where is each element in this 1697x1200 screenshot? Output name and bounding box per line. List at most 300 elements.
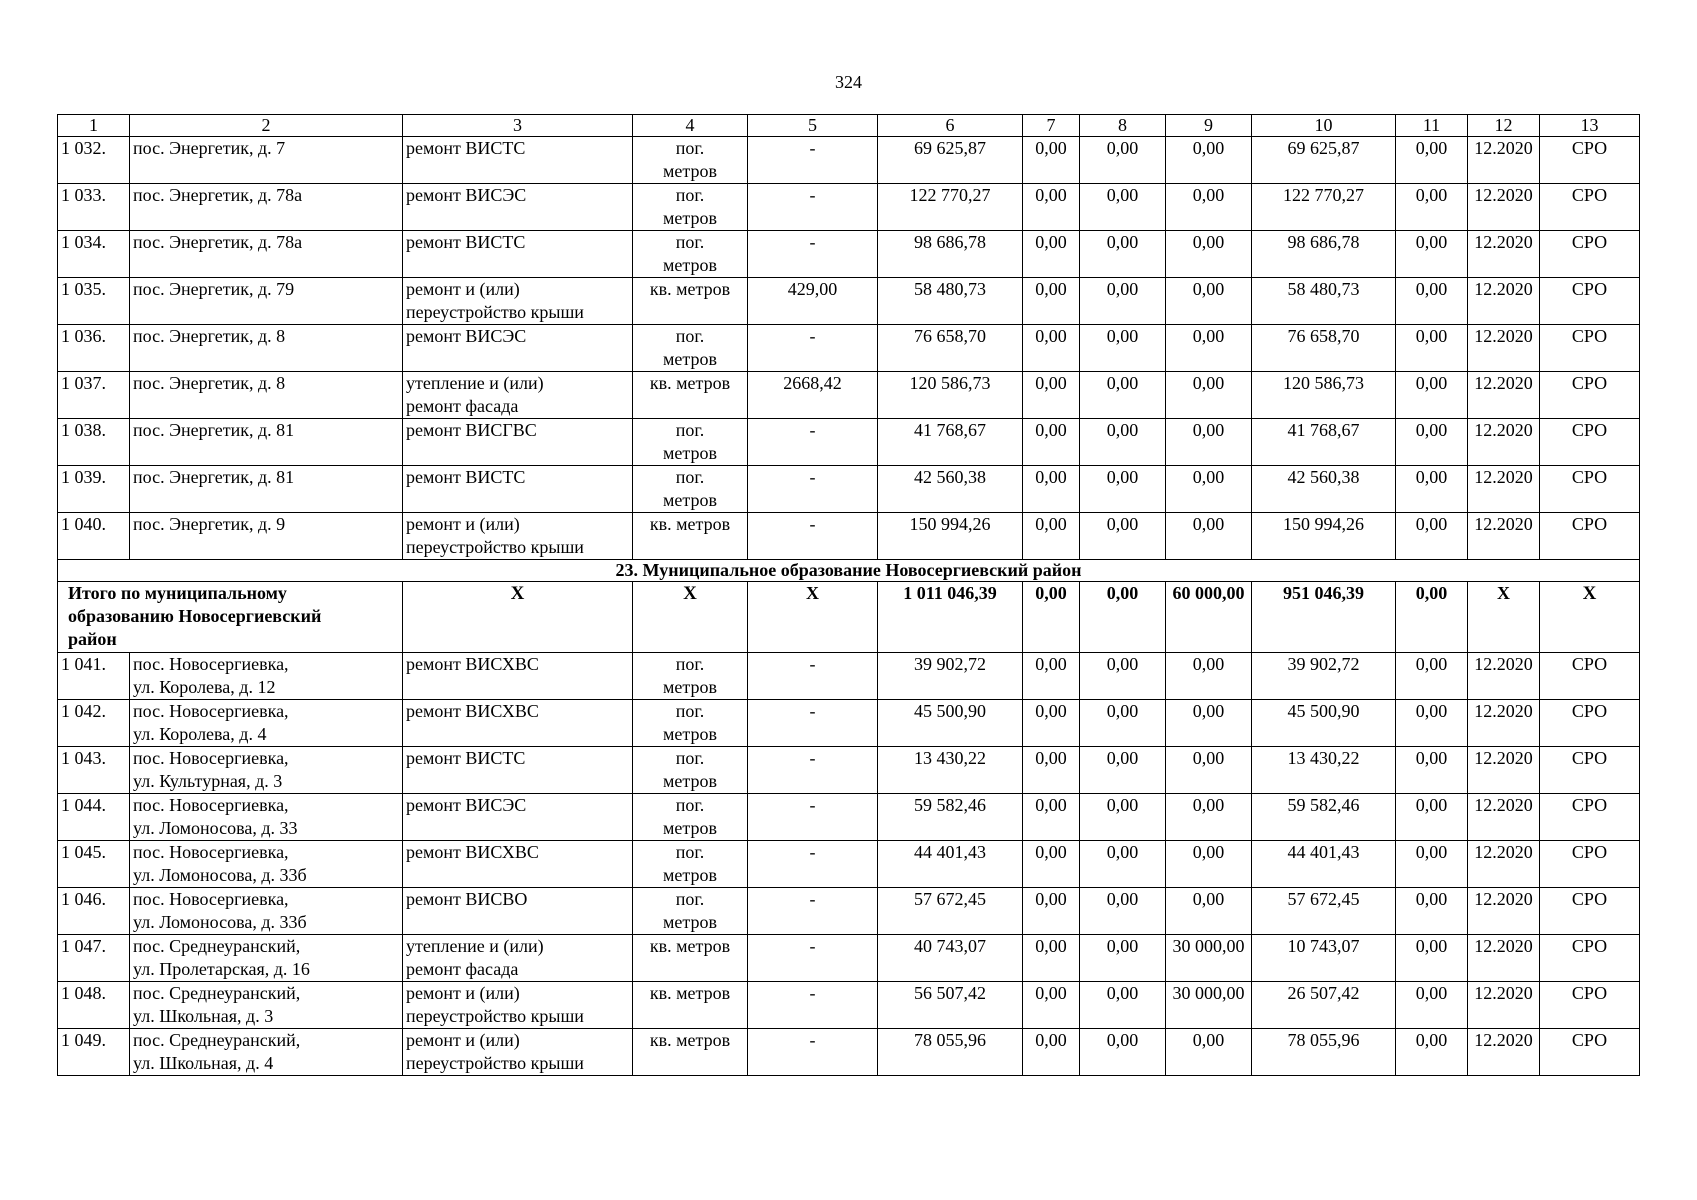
value-cell-c6: 56 507,42 bbox=[878, 982, 1023, 1029]
cell-line: ул. Культурная, д. 3 bbox=[133, 771, 283, 791]
cell-line: метров bbox=[663, 818, 717, 838]
unit-cell bbox=[633, 841, 748, 888]
value-cell-c12: 12.2020 bbox=[1468, 184, 1540, 231]
address-cell bbox=[130, 747, 403, 794]
executor-cell: СРО bbox=[1540, 794, 1640, 841]
value-cell-c6: 98 686,78 bbox=[878, 231, 1023, 278]
total-value-c10: 951 046,39 bbox=[1252, 582, 1396, 653]
row-number-cell: 1 032. bbox=[58, 137, 130, 184]
value-cell-c10: 150 994,26 bbox=[1252, 513, 1396, 560]
work-type-cell bbox=[403, 841, 633, 888]
work-type-cell bbox=[403, 653, 633, 700]
column-number-cell: 12 bbox=[1468, 115, 1540, 137]
cell-line: ул. Школьная, д. 4 bbox=[133, 1053, 274, 1073]
cell-line: кв. метров bbox=[649, 983, 731, 1003]
work-type-cell bbox=[403, 137, 633, 184]
value-cell-c8: 0,00 bbox=[1080, 231, 1166, 278]
value-cell-c6: 13 430,22 bbox=[878, 747, 1023, 794]
value-cell-c7: 0,00 bbox=[1023, 794, 1080, 841]
cell-line: ремонт ВИСХВС bbox=[406, 701, 539, 721]
row-number-cell: 1 049. bbox=[58, 1029, 130, 1076]
cell-line: пос. Новосергиевка, bbox=[133, 701, 289, 721]
cell-line: кв. метров bbox=[649, 373, 731, 393]
value-cell-c11: 0,00 bbox=[1396, 513, 1468, 560]
cell-line: пог. bbox=[675, 185, 705, 205]
value-cell-c10: 122 770,27 bbox=[1252, 184, 1396, 231]
unit-cell bbox=[633, 325, 748, 372]
executor-cell: СРО bbox=[1540, 325, 1640, 372]
column-number-row bbox=[58, 115, 1640, 137]
section-row bbox=[58, 560, 1640, 582]
value-cell-c9: 0,00 bbox=[1166, 419, 1252, 466]
page-number: 324 bbox=[835, 72, 862, 92]
value-cell-c12: 12.2020 bbox=[1468, 794, 1540, 841]
value-cell-c6: 122 770,27 bbox=[878, 184, 1023, 231]
executor-cell: СРО bbox=[1540, 1029, 1640, 1076]
cell-line: ремонт ВИСХВС bbox=[406, 842, 539, 862]
table-row bbox=[58, 184, 1640, 231]
value-cell-c5: - bbox=[748, 794, 878, 841]
table-row bbox=[58, 700, 1640, 747]
column-number-cell: 2 bbox=[130, 115, 403, 137]
unit-cell bbox=[633, 794, 748, 841]
column-number-cell: 9 bbox=[1166, 115, 1252, 137]
cell-line: пос. Энергетик, д. 79 bbox=[133, 279, 295, 299]
value-cell-c11: 0,00 bbox=[1396, 137, 1468, 184]
value-cell-c7: 0,00 bbox=[1023, 700, 1080, 747]
value-cell-c12: 12.2020 bbox=[1468, 747, 1540, 794]
value-cell-c7: 0,00 bbox=[1023, 841, 1080, 888]
table-row bbox=[58, 325, 1640, 372]
value-cell-c6: 76 658,70 bbox=[878, 325, 1023, 372]
cell-line: утепление и (или) bbox=[406, 936, 544, 956]
value-cell-c6: 39 902,72 bbox=[878, 653, 1023, 700]
column-number-cell: 7 bbox=[1023, 115, 1080, 137]
value-cell-c11: 0,00 bbox=[1396, 1029, 1468, 1076]
cell-line: пос. Энергетик, д. 7 bbox=[133, 138, 286, 158]
cell-line: ул. Школьная, д. 3 bbox=[133, 1006, 274, 1026]
value-cell-c5: - bbox=[748, 513, 878, 560]
total-value-c6: 1 011 046,39 bbox=[878, 582, 1023, 653]
value-cell-c12: 12.2020 bbox=[1468, 325, 1540, 372]
address-cell bbox=[130, 137, 403, 184]
total-value-c11: 0,00 bbox=[1396, 582, 1468, 653]
value-cell-c6: 45 500,90 bbox=[878, 700, 1023, 747]
value-cell-c7: 0,00 bbox=[1023, 184, 1080, 231]
row-number-cell: 1 046. bbox=[58, 888, 130, 935]
value-cell-c12: 12.2020 bbox=[1468, 982, 1540, 1029]
value-cell-c11: 0,00 bbox=[1396, 794, 1468, 841]
cell-line: пос. Новосергиевка, bbox=[133, 795, 289, 815]
cell-line: ремонт фасада bbox=[406, 959, 519, 979]
unit-cell bbox=[633, 137, 748, 184]
cell-line: ремонт ВИСТС bbox=[406, 138, 526, 158]
cell-line: ремонт ВИСТС bbox=[406, 232, 526, 252]
table-row bbox=[58, 747, 1640, 794]
cell-line: пос. Энергетик, д. 78а bbox=[133, 185, 303, 205]
value-cell-c7: 0,00 bbox=[1023, 466, 1080, 513]
cell-line: ремонт ВИСТС bbox=[406, 467, 526, 487]
value-cell-c6: 78 055,96 bbox=[878, 1029, 1023, 1076]
row-number-cell: 1 043. bbox=[58, 747, 130, 794]
address-cell bbox=[130, 372, 403, 419]
value-cell-c8: 0,00 bbox=[1080, 794, 1166, 841]
cell-line: пос. Среднеуранский, bbox=[133, 983, 301, 1003]
work-type-cell bbox=[403, 372, 633, 419]
value-cell-c7: 0,00 bbox=[1023, 325, 1080, 372]
value-cell-c11: 0,00 bbox=[1396, 888, 1468, 935]
address-cell bbox=[130, 231, 403, 278]
column-number-cell: 11 bbox=[1396, 115, 1468, 137]
value-cell-c9: 0,00 bbox=[1166, 466, 1252, 513]
address-cell bbox=[130, 1029, 403, 1076]
cell-line: метров bbox=[663, 490, 717, 510]
row-number-cell: 1 034. bbox=[58, 231, 130, 278]
work-type-cell bbox=[403, 466, 633, 513]
value-cell-c10: 13 430,22 bbox=[1252, 747, 1396, 794]
value-cell-c5: - bbox=[748, 137, 878, 184]
cell-line: метров bbox=[663, 771, 717, 791]
cell-line: пос. Новосергиевка, bbox=[133, 654, 289, 674]
executor-cell: СРО bbox=[1540, 982, 1640, 1029]
cell-line: метров bbox=[663, 677, 717, 697]
value-cell-c9: 0,00 bbox=[1166, 231, 1252, 278]
value-cell-c10: 39 902,72 bbox=[1252, 653, 1396, 700]
row-number-cell: 1 042. bbox=[58, 700, 130, 747]
value-cell-c8: 0,00 bbox=[1080, 466, 1166, 513]
cell-line: ремонт ВИСХВС bbox=[406, 654, 539, 674]
executor-cell: СРО bbox=[1540, 419, 1640, 466]
work-type-cell bbox=[403, 982, 633, 1029]
cell-line: Итого по муниципальному bbox=[68, 583, 287, 603]
works-table bbox=[57, 114, 1640, 1076]
total-value-c12: Х bbox=[1468, 582, 1540, 653]
cell-line: ул. Ломоносова, д. 33б bbox=[133, 912, 307, 932]
value-cell-c12: 12.2020 bbox=[1468, 137, 1540, 184]
executor-cell: СРО bbox=[1540, 935, 1640, 982]
executor-cell: СРО bbox=[1540, 653, 1640, 700]
cell-line: пос. Среднеуранский, bbox=[133, 936, 301, 956]
row-number-cell: 1 035. bbox=[58, 278, 130, 325]
value-cell-c7: 0,00 bbox=[1023, 888, 1080, 935]
unit-cell bbox=[633, 372, 748, 419]
unit-cell bbox=[633, 1029, 748, 1076]
cell-line: пос. Энергетик, д. 9 bbox=[133, 514, 286, 534]
value-cell-c5: - bbox=[748, 888, 878, 935]
table-row bbox=[58, 794, 1640, 841]
cell-line: пос. Энергетик, д. 81 bbox=[133, 420, 295, 440]
unit-cell bbox=[633, 184, 748, 231]
cell-line: пос. Новосергиевка, bbox=[133, 889, 289, 909]
work-type-cell bbox=[403, 325, 633, 372]
value-cell-c10: 10 743,07 bbox=[1252, 935, 1396, 982]
value-cell-c10: 41 768,67 bbox=[1252, 419, 1396, 466]
table-row bbox=[58, 231, 1640, 278]
value-cell-c6: 40 743,07 bbox=[878, 935, 1023, 982]
cell-line: район bbox=[68, 629, 117, 649]
column-number-cell: 3 bbox=[403, 115, 633, 137]
table-row bbox=[58, 653, 1640, 700]
value-cell-c7: 0,00 bbox=[1023, 935, 1080, 982]
address-cell bbox=[130, 841, 403, 888]
address-cell bbox=[130, 935, 403, 982]
executor-cell: СРО bbox=[1540, 184, 1640, 231]
total-value-c3: Х bbox=[403, 582, 633, 653]
value-cell-c5: 2668,42 bbox=[748, 372, 878, 419]
value-cell-c7: 0,00 bbox=[1023, 653, 1080, 700]
address-cell bbox=[130, 513, 403, 560]
value-cell-c6: 69 625,87 bbox=[878, 137, 1023, 184]
executor-cell: СРО bbox=[1540, 513, 1640, 560]
executor-cell: СРО bbox=[1540, 372, 1640, 419]
address-cell bbox=[130, 419, 403, 466]
value-cell-c11: 0,00 bbox=[1396, 231, 1468, 278]
value-cell-c11: 0,00 bbox=[1396, 747, 1468, 794]
value-cell-c5: - bbox=[748, 653, 878, 700]
value-cell-c8: 0,00 bbox=[1080, 1029, 1166, 1076]
cell-line: ул. Пролетарская, д. 16 bbox=[133, 959, 310, 979]
work-type-cell bbox=[403, 747, 633, 794]
value-cell-c10: 98 686,78 bbox=[1252, 231, 1396, 278]
value-cell-c5: - bbox=[748, 325, 878, 372]
address-cell bbox=[130, 700, 403, 747]
value-cell-c7: 0,00 bbox=[1023, 372, 1080, 419]
unit-cell bbox=[633, 513, 748, 560]
cell-line: пог. bbox=[675, 654, 705, 674]
value-cell-c9: 0,00 bbox=[1166, 841, 1252, 888]
total-value-c13: Х bbox=[1540, 582, 1640, 653]
executor-cell: СРО bbox=[1540, 231, 1640, 278]
row-number-cell: 1 036. bbox=[58, 325, 130, 372]
column-number-cell: 6 bbox=[878, 115, 1023, 137]
address-cell bbox=[130, 888, 403, 935]
value-cell-c5: - bbox=[748, 184, 878, 231]
executor-cell: СРО bbox=[1540, 888, 1640, 935]
cell-line: пог. bbox=[675, 467, 705, 487]
address-cell bbox=[130, 982, 403, 1029]
value-cell-c6: 42 560,38 bbox=[878, 466, 1023, 513]
total-value-c5: Х bbox=[748, 582, 878, 653]
executor-cell: СРО bbox=[1540, 841, 1640, 888]
value-cell-c10: 59 582,46 bbox=[1252, 794, 1396, 841]
cell-line: пог. bbox=[675, 138, 705, 158]
cell-line: пог. bbox=[675, 889, 705, 909]
cell-line: пос. Энергетик, д. 81 bbox=[133, 467, 295, 487]
value-cell-c9: 0,00 bbox=[1166, 700, 1252, 747]
value-cell-c11: 0,00 bbox=[1396, 653, 1468, 700]
executor-cell: СРО bbox=[1540, 278, 1640, 325]
cell-line: пос. Энергетик, д. 78а bbox=[133, 232, 303, 252]
value-cell-c6: 44 401,43 bbox=[878, 841, 1023, 888]
unit-cell bbox=[633, 231, 748, 278]
address-cell bbox=[130, 653, 403, 700]
value-cell-c8: 0,00 bbox=[1080, 513, 1166, 560]
cell-line: пог. bbox=[675, 420, 705, 440]
value-cell-c11: 0,00 bbox=[1396, 841, 1468, 888]
value-cell-c7: 0,00 bbox=[1023, 231, 1080, 278]
total-label bbox=[58, 582, 403, 653]
value-cell-c5: - bbox=[748, 747, 878, 794]
cell-line: ремонт ВИСГВС bbox=[406, 420, 537, 440]
address-cell bbox=[130, 466, 403, 513]
table-row bbox=[58, 278, 1640, 325]
value-cell-c8: 0,00 bbox=[1080, 325, 1166, 372]
value-cell-c10: 76 658,70 bbox=[1252, 325, 1396, 372]
value-cell-c12: 12.2020 bbox=[1468, 513, 1540, 560]
value-cell-c12: 12.2020 bbox=[1468, 935, 1540, 982]
value-cell-c5: - bbox=[748, 935, 878, 982]
value-cell-c10: 44 401,43 bbox=[1252, 841, 1396, 888]
table-row bbox=[58, 841, 1640, 888]
value-cell-c10: 120 586,73 bbox=[1252, 372, 1396, 419]
address-cell bbox=[130, 278, 403, 325]
cell-line: ремонт и (или) bbox=[406, 514, 520, 534]
row-number-cell: 1 037. bbox=[58, 372, 130, 419]
cell-line: пос. Новосергиевка, bbox=[133, 748, 289, 768]
value-cell-c9: 0,00 bbox=[1166, 325, 1252, 372]
cell-line: ул. Королева, д. 4 bbox=[133, 724, 267, 744]
cell-line: пос. Среднеуранский, bbox=[133, 1030, 301, 1050]
cell-line: метров bbox=[663, 724, 717, 744]
cell-line: образованию Новосергиевский bbox=[68, 606, 322, 626]
row-number-cell: 1 044. bbox=[58, 794, 130, 841]
column-number-cell: 10 bbox=[1252, 115, 1396, 137]
address-cell bbox=[130, 184, 403, 231]
value-cell-c11: 0,00 bbox=[1396, 935, 1468, 982]
cell-line: переустройство крыши bbox=[406, 537, 584, 557]
cell-line: переустройство крыши bbox=[406, 302, 584, 322]
row-number-cell: 1 047. bbox=[58, 935, 130, 982]
unit-cell bbox=[633, 419, 748, 466]
value-cell-c12: 12.2020 bbox=[1468, 888, 1540, 935]
cell-line: метров bbox=[663, 865, 717, 885]
value-cell-c9: 0,00 bbox=[1166, 747, 1252, 794]
work-type-cell bbox=[403, 1029, 633, 1076]
cell-line: кв. метров bbox=[649, 1030, 731, 1050]
value-cell-c12: 12.2020 bbox=[1468, 653, 1540, 700]
column-number-cell: 1 bbox=[58, 115, 130, 137]
row-number-cell: 1 041. bbox=[58, 653, 130, 700]
value-cell-c12: 12.2020 bbox=[1468, 231, 1540, 278]
value-cell-c6: 150 994,26 bbox=[878, 513, 1023, 560]
work-type-cell bbox=[403, 935, 633, 982]
value-cell-c10: 69 625,87 bbox=[1252, 137, 1396, 184]
cell-line: пог. bbox=[675, 748, 705, 768]
cell-line: метров bbox=[663, 349, 717, 369]
value-cell-c8: 0,00 bbox=[1080, 653, 1166, 700]
value-cell-c9: 0,00 bbox=[1166, 278, 1252, 325]
unit-cell bbox=[633, 935, 748, 982]
row-number-cell: 1 040. bbox=[58, 513, 130, 560]
section-title: 23. Муниципальное образование Новосергиевский район bbox=[58, 560, 1640, 582]
value-cell-c11: 0,00 bbox=[1396, 419, 1468, 466]
work-type-cell bbox=[403, 794, 633, 841]
cell-line: пог. bbox=[675, 701, 705, 721]
column-number-cell: 4 bbox=[633, 115, 748, 137]
table-row bbox=[58, 137, 1640, 184]
value-cell-c11: 0,00 bbox=[1396, 466, 1468, 513]
table-row bbox=[58, 513, 1640, 560]
unit-cell bbox=[633, 982, 748, 1029]
cell-line: переустройство крыши bbox=[406, 1053, 584, 1073]
cell-line: ремонт и (или) bbox=[406, 983, 520, 1003]
value-cell-c8: 0,00 bbox=[1080, 184, 1166, 231]
value-cell-c9: 0,00 bbox=[1166, 372, 1252, 419]
cell-line: метров bbox=[663, 443, 717, 463]
cell-line: ремонт и (или) bbox=[406, 1030, 520, 1050]
column-number-cell: 5 bbox=[748, 115, 878, 137]
table-row bbox=[58, 372, 1640, 419]
value-cell-c11: 0,00 bbox=[1396, 278, 1468, 325]
value-cell-c5: - bbox=[748, 466, 878, 513]
value-cell-c12: 12.2020 bbox=[1468, 278, 1540, 325]
table-row bbox=[58, 419, 1640, 466]
cell-line: ремонт ВИСТС bbox=[406, 748, 526, 768]
value-cell-c9: 0,00 bbox=[1166, 137, 1252, 184]
value-cell-c7: 0,00 bbox=[1023, 982, 1080, 1029]
unit-cell bbox=[633, 700, 748, 747]
unit-cell bbox=[633, 888, 748, 935]
cell-line: пог. bbox=[675, 232, 705, 252]
cell-line: пос. Энергетик, д. 8 bbox=[133, 373, 286, 393]
cell-line: ремонт и (или) bbox=[406, 279, 520, 299]
table-body bbox=[58, 115, 1640, 1076]
value-cell-c7: 0,00 bbox=[1023, 747, 1080, 794]
value-cell-c12: 12.2020 bbox=[1468, 466, 1540, 513]
value-cell-c5: - bbox=[748, 1029, 878, 1076]
work-type-cell bbox=[403, 513, 633, 560]
value-cell-c5: - bbox=[748, 419, 878, 466]
unit-cell bbox=[633, 466, 748, 513]
cell-line: ул. Королева, д. 12 bbox=[133, 677, 276, 697]
table-row bbox=[58, 466, 1640, 513]
executor-cell: СРО bbox=[1540, 747, 1640, 794]
cell-line: пог. bbox=[675, 795, 705, 815]
total-value-c8: 0,00 bbox=[1080, 582, 1166, 653]
value-cell-c8: 0,00 bbox=[1080, 888, 1166, 935]
cell-line: ул. Ломоносова, д. 33б bbox=[133, 865, 307, 885]
cell-line: пос. Новосергиевка, bbox=[133, 842, 289, 862]
value-cell-c5: - bbox=[748, 982, 878, 1029]
value-cell-c10: 57 672,45 bbox=[1252, 888, 1396, 935]
cell-line: ремонт ВИСЭС bbox=[406, 185, 527, 205]
value-cell-c9: 0,00 bbox=[1166, 888, 1252, 935]
unit-cell bbox=[633, 278, 748, 325]
value-cell-c11: 0,00 bbox=[1396, 184, 1468, 231]
cell-line: ремонт фасада bbox=[406, 396, 519, 416]
row-number-cell: 1 045. bbox=[58, 841, 130, 888]
table-row bbox=[58, 935, 1640, 982]
value-cell-c8: 0,00 bbox=[1080, 419, 1166, 466]
cell-line: пог. bbox=[675, 326, 705, 346]
cell-line: метров bbox=[663, 255, 717, 275]
value-cell-c5: - bbox=[748, 841, 878, 888]
cell-line: переустройство крыши bbox=[406, 1006, 584, 1026]
total-value-c4: Х bbox=[633, 582, 748, 653]
total-row bbox=[58, 582, 1640, 653]
value-cell-c11: 0,00 bbox=[1396, 700, 1468, 747]
value-cell-c10: 42 560,38 bbox=[1252, 466, 1396, 513]
value-cell-c9: 30 000,00 bbox=[1166, 935, 1252, 982]
value-cell-c6: 58 480,73 bbox=[878, 278, 1023, 325]
value-cell-c8: 0,00 bbox=[1080, 841, 1166, 888]
value-cell-c9: 0,00 bbox=[1166, 513, 1252, 560]
value-cell-c9: 30 000,00 bbox=[1166, 982, 1252, 1029]
value-cell-c11: 0,00 bbox=[1396, 982, 1468, 1029]
value-cell-c11: 0,00 bbox=[1396, 372, 1468, 419]
value-cell-c12: 12.2020 bbox=[1468, 1029, 1540, 1076]
value-cell-c7: 0,00 bbox=[1023, 513, 1080, 560]
